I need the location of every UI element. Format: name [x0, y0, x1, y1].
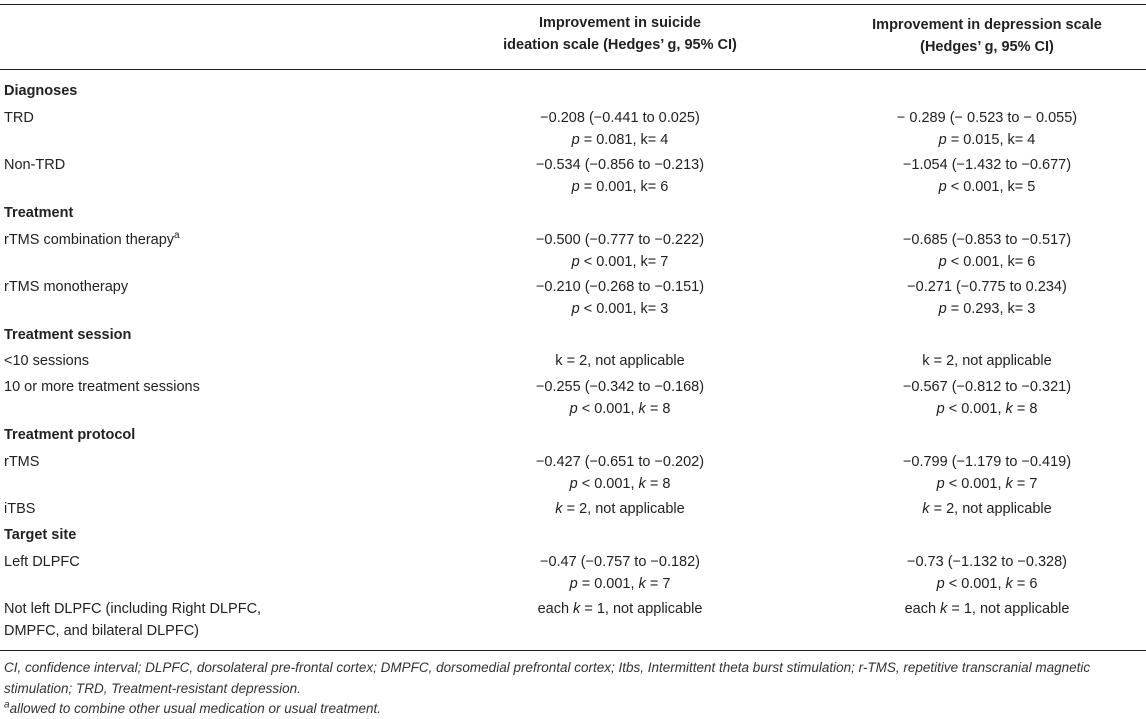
row-label-itbs: iTBS [4, 501, 36, 517]
section-treatment: Treatment [4, 205, 74, 221]
cell-lt10-depression: k = 2, not applicable [922, 353, 1052, 369]
section-target-site: Target site [4, 527, 77, 543]
footnote-abbreviations: CI, confidence interval; DLPFC, dorsolateral pre-frontal cortex; DMPFC, dorsomedial prefrontal cortex; Itbs, Intermittent theta burst stimulation; r-TMS, repetitive transcranial magnetic stimulation; TRD, Treatment-resistant depression. [4, 660, 1091, 696]
cell-trd-depression: − 0.289 (− 0.523 to − 0.055) p = 0.015, k= 4 [896, 110, 1078, 148]
cell-trd-suicide: −0.208 (−0.441 to 0.025) p = 0.081, k= 4 [540, 110, 700, 148]
row-label-nontrd: Non-TRD [4, 157, 66, 173]
cell-not-left-depression: each k = 1, not applicable [904, 601, 1070, 617]
cell-ge10-depression: −0.567 (−0.812 to −0.321) p < 0.001, k = 8 [902, 379, 1072, 417]
row-label-rtms: rTMS [4, 454, 40, 470]
cell-mono-suicide: −0.210 (−0.268 to −0.151) p < 0.001, k= 3 [535, 279, 705, 317]
cell-combo-suicide: −0.500 (−0.777 to −0.222) p < 0.001, k= 7 [535, 232, 705, 270]
cell-not-left-suicide: each k = 1, not applicable [537, 601, 703, 617]
cell-mono-depression: −0.271 (−0.775 to 0.234) p = 0.293, k= 3 [907, 279, 1067, 317]
table-header-rule [0, 69, 1146, 70]
row-label-left-dlpfc: Left DLPFC [4, 554, 80, 570]
table-top-rule [0, 4, 1146, 5]
cell-rtms-suicide: −0.427 (−0.651 to −0.202) p < 0.001, k = 8 [535, 454, 705, 492]
cell-lt10-suicide: k = 2, not applicable [555, 353, 685, 369]
section-treatment-session: Treatment session [4, 327, 132, 343]
cell-left-dlpfc-depression: −0.73 (−1.132 to −0.328) p < 0.001, k = 6 [906, 554, 1068, 592]
cell-rtms-depression: −0.799 (−1.179 to −0.419) p < 0.001, k = 7 [902, 454, 1072, 492]
cell-nontrd-suicide: −0.534 (−0.856 to −0.213) p = 0.001, k= 6 [535, 157, 705, 195]
cell-itbs-depression: k = 2, not applicable [922, 501, 1052, 517]
header-suicide-ideation: Improvement in suicide ideation scale (Hedges’ g, 95% CI) [503, 15, 737, 53]
cell-ge10-suicide: −0.255 (−0.342 to −0.168) p < 0.001, k = 8 [535, 379, 705, 417]
footnote-a: $^a$allowed to combine other usual medication or usual treatment. [4, 699, 382, 716]
row-label-mono: rTMS monotherapy [4, 279, 129, 295]
row-label-combo: rTMS combination therapy$^a$ [4, 230, 180, 248]
cell-left-dlpfc-suicide: −0.47 (−0.757 to −0.182) p = 0.001, k = 7 [539, 554, 701, 592]
cell-combo-depression: −0.685 (−0.853 to −0.517) p < 0.001, k= 6 [902, 232, 1072, 270]
section-diagnoses: Diagnoses [4, 83, 78, 99]
row-label-not-left-dlpfc: Not left DLPFC (including Right DLPFC, DMPFC, and bilateral DLPFC) [4, 601, 262, 639]
row-label-trd: TRD [4, 110, 34, 126]
section-treatment-protocol: Treatment protocol [4, 427, 136, 443]
row-label-lt10: <10 sessions [4, 353, 90, 369]
cell-nontrd-depression: −1.054 (−1.432 to −0.677) p < 0.001, k= 5 [902, 157, 1072, 195]
table-bottom-rule [0, 650, 1146, 651]
header-depression: Improvement in depression scale (Hedges’ g, 95% CI) [872, 17, 1102, 55]
row-label-ge10: 10 or more treatment sessions [4, 379, 200, 395]
cell-itbs-suicide: k = 2, not applicable [555, 501, 685, 517]
